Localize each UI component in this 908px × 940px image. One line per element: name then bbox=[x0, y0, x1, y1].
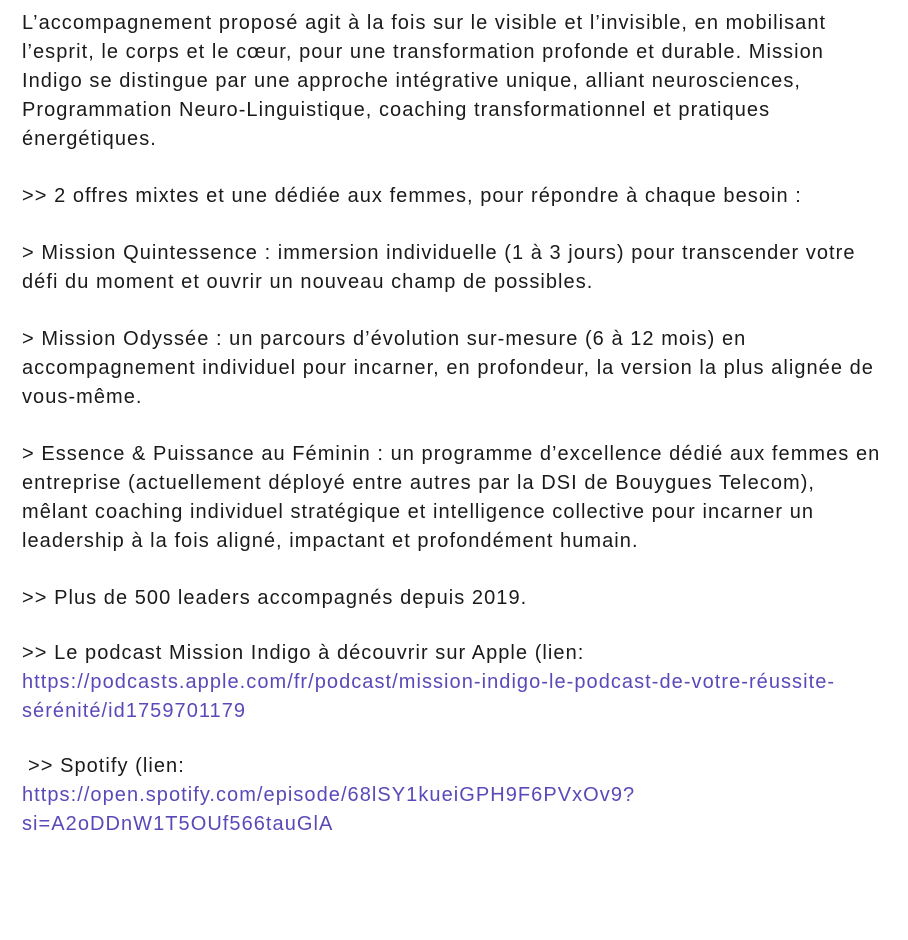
spotify-label: >> Spotify (lien: bbox=[28, 755, 185, 777]
leaders-paragraph: >> Plus de 500 leaders accompagnés depuis 2019. bbox=[22, 587, 528, 609]
spotify-paragraph bbox=[22, 752, 886, 839]
podcast-label: >> Le podcast Mission Indigo à découvrir sur Apple (lien: bbox=[22, 642, 585, 664]
intro-paragraph: L’accompagnement proposé agit à la fois sur le visible et l’invisible, en mobilisant l’esprit, le corps et le cœur, pour une transformation profonde et durable. Mission Indigo se distingue par une approche intégrative unique, alliant neurosciences, Programmation Neuro-Linguistique, coaching transformationnel et pratiques énergétiques. bbox=[22, 12, 827, 150]
odyssee-paragraph: > Mission Odyssée : un parcours d’évolution sur-mesure (6 à 12 mois) en accompagnement individuel pour incarner, en profondeur, la version la plus alignée de vous-même. bbox=[22, 328, 874, 408]
podcast-paragraph bbox=[22, 639, 886, 726]
offers-paragraph: >> 2 offres mixtes et une dédiée aux femmes, pour répondre à chaque besoin : bbox=[22, 185, 802, 207]
quintessence-paragraph: > Mission Quintessence : immersion individuelle (1 à 3 jours) pour transcender votre défi du moment et ouvrir un nouveau champ de possibles. bbox=[22, 242, 856, 293]
spotify-link[interactable]: https://open.spotify.com/episode/68lSY1kueiGPH9F6PVxOv9?si=A2oDDnW1T5OUf566tauGlA bbox=[22, 784, 636, 835]
apple-podcast-link[interactable]: https://podcasts.apple.com/fr/podcast/mission-indigo-le-podcast-de-votre-réussite-sérénité/id1759701179 bbox=[22, 671, 836, 722]
essence-paragraph: > Essence & Puissance au Féminin : un programme d’excellence dédié aux femmes en entreprise (actuellement déployé entre autres par la DSI de Bouygues Telecom), mêlant coaching individuel stratégique et intelligence collective pour incarner un leadership à la fois aligné, impactant et profondément humain. bbox=[22, 443, 881, 552]
